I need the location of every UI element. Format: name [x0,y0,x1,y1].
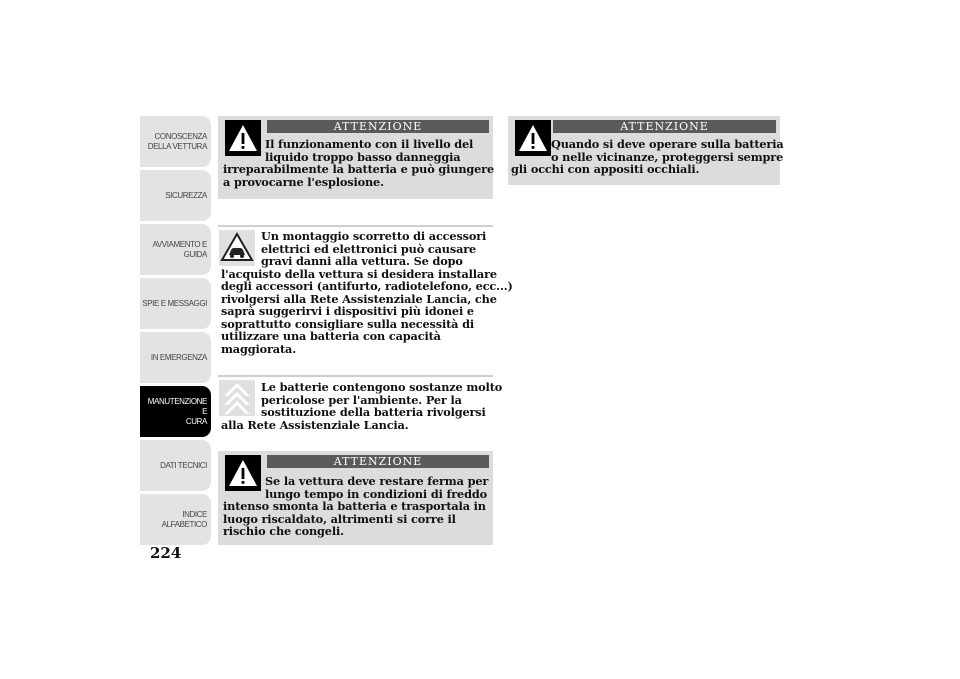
separator-line [218,225,493,227]
warning-title: ATTENZIONE [267,120,489,133]
accessories-note-text: Un montaggio scorretto di accessori elettrici ed elettronici può causare gravi danni alla vettura. Se dopo [261,229,487,268]
separator-line [218,375,493,377]
warning-title: ATTENZIONE [553,120,776,133]
warning-text-continued: irreparabilmente la batteria e può giungere a provocarne l'esplosione. [223,162,495,189]
warning-box-battery-level [218,116,493,199]
tab-conoscenza-della-vettura[interactable]: CONOSCENZA DELLA VETTURA [140,116,211,167]
tab-indice-alfabetico[interactable]: INDICE ALFABETICO [140,494,211,545]
warning-title: ATTENZIONE [267,455,489,468]
warning-box-cold [218,451,493,545]
car-damage-icon [219,230,255,266]
warning-text-continued: intenso smonta la batteria e trasportala in luogo riscaldato, altrimenti si corre il rischio che congeli. [223,499,486,538]
tab-sicurezza[interactable]: SICUREZZA [140,170,211,221]
environment-icon [219,380,255,416]
tab-spie-e-messaggi[interactable]: SPIE E MESSAGGI [140,278,211,329]
warning-text: Se la vettura deve restare ferma per lungo tempo in condizioni di freddo [265,474,489,501]
tab-in-emergenza[interactable]: IN EMERGENZA [140,332,211,383]
warning-text: Quando si deve operare sulla batteria o nelle vicinanze, proteggersi sempre [551,137,784,164]
warning-triangle-icon [225,120,261,156]
warning-triangle-icon [225,455,261,491]
tab-dati-tecnici[interactable]: DATI TECNICI [140,440,211,491]
tab-manutenzione-e-cura[interactable]: MANUTENZIONE E CURA [140,386,211,437]
environment-note-text-continued: alla Rete Assistenziale Lancia. [221,417,409,432]
page-number: 224 [150,544,182,562]
warning-triangle-icon [515,120,551,156]
accessories-note-text-continued: l'acquisto della vettura si desidera installare degli accessori (antifurto, radiotelefono, ecc...) rivolgersi alla Rete Assistenziale Lancia, che saprà suggerirvi i dispositivi più idonei e soprattutto consigliare sulla necessità di utilizzare una batteria con capacità maggiorata. [221,266,513,356]
warning-box-eye-protection [508,116,784,185]
warning-text: Il funzionamento con il livello del liquido troppo basso danneggia [265,137,474,164]
tab-avviamento-e-guida[interactable]: AVVIAMENTO E GUIDA [140,224,211,275]
environment-note-text: Le batterie contengono sostanze molto pericolose per l'ambiente. Per la sostituzione della batteria rivolgersi [261,380,503,419]
warning-text-continued: gli occhi con appositi occhiali. [511,162,700,176]
